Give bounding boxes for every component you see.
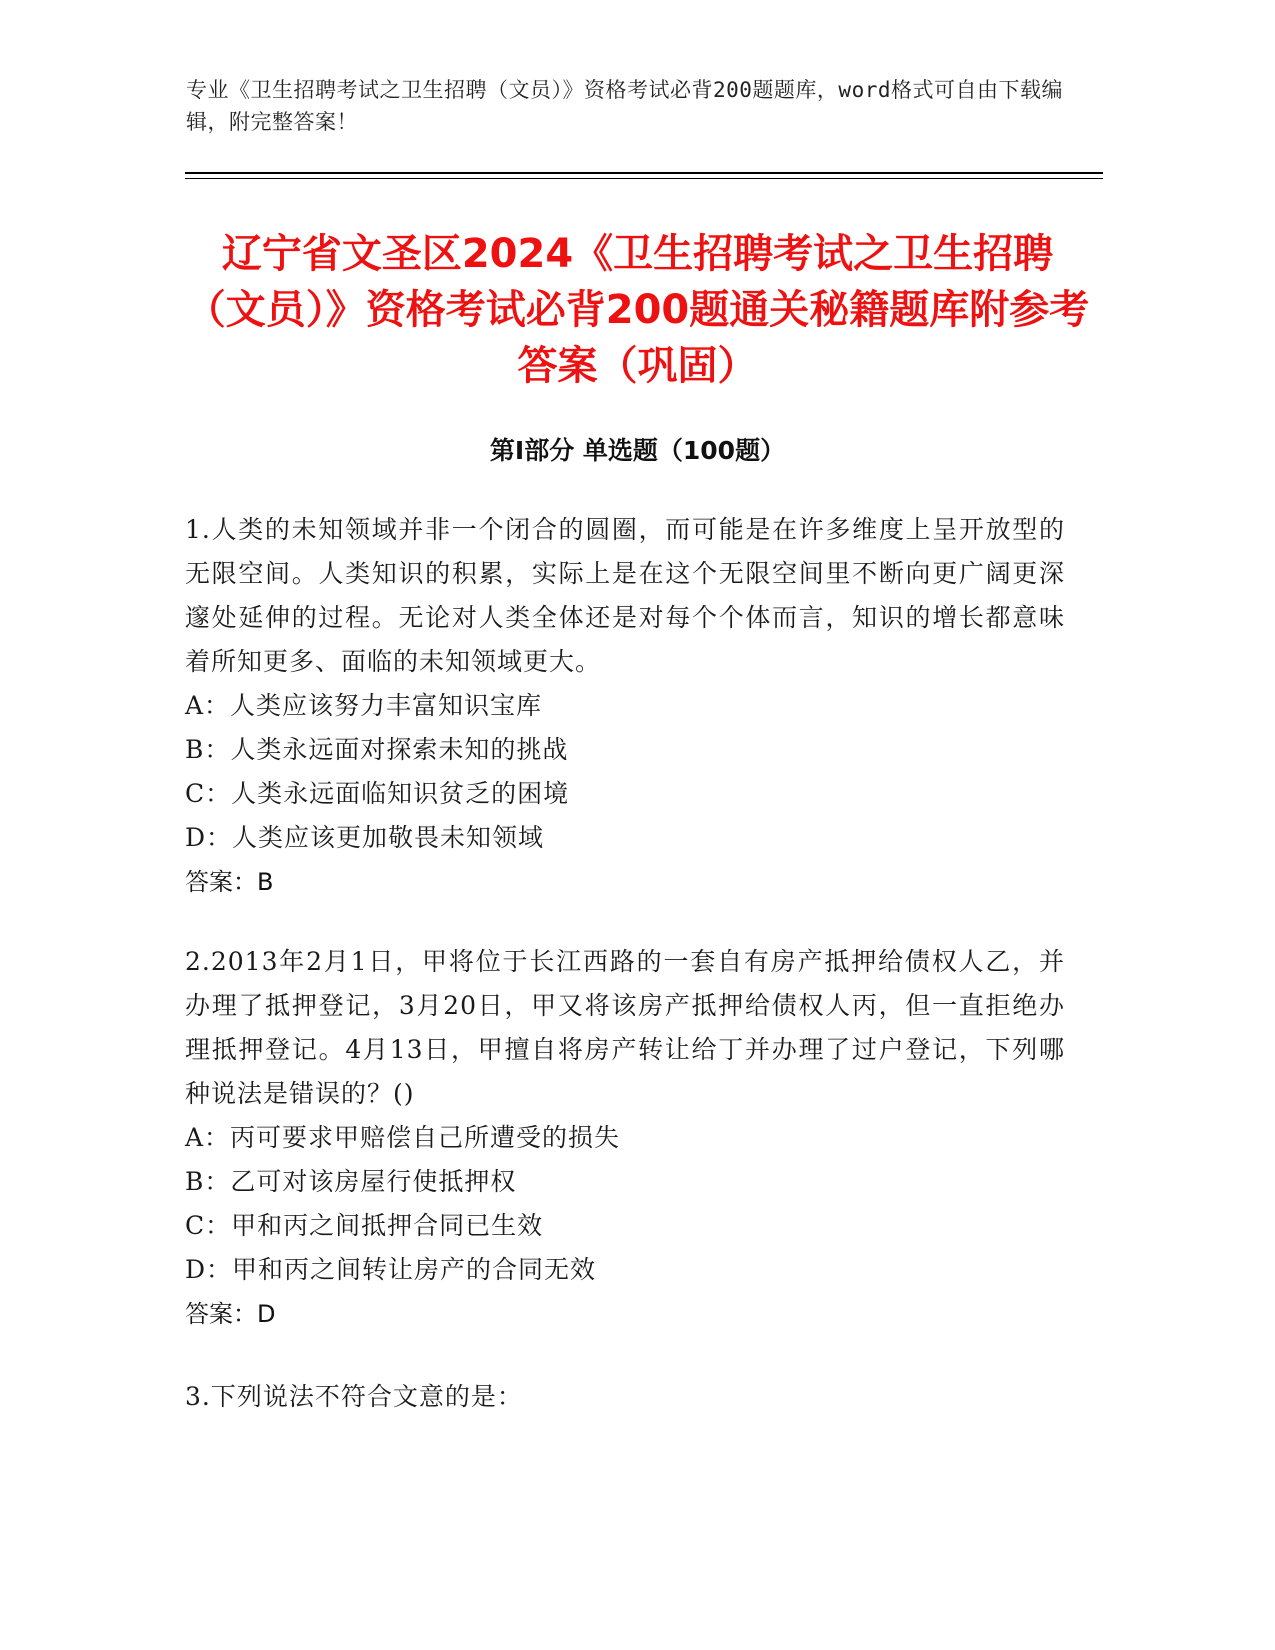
option-a: A：丙可要求甲赔偿自己所遭受的损失 [185,1123,621,1152]
question-stem: 2.2013年2月1日，甲将位于长江西路的一套自有房产抵押给债权人乙，并办理了抵押登记，3月20日，甲又将该房产抵押给债权人丙，但一直拒绝办理抵押登记。4月13日，甲擅自将房产转让给丁并办理了过户登记，下列哪种说法是错误的？() [185,947,1065,1108]
option-d: D：人类应该更加敬畏未知领域 [185,823,545,852]
question-3 [185,1375,1065,1419]
document-title: 辽宁省文圣区2024《卫生招聘考试之卫生招聘（文员）》资格考试必背200题通关秘籍题库附参考答案（巩固） [185,231,1090,389]
answer-line: 答案：B [185,868,274,896]
question-stem: 1.人类的未知领域并非一个闭合的圆圈，而可能是在许多维度上呈开放型的无限空间。人类知识的积累，实际上是在这个无限空间里不断向更广阔更深邃处延伸的过程。无论对人类全体还是对每个个体而言，知识的增长都意味着所知更多、面临的未知领域更大。 [185,515,1065,676]
question-2 [185,940,1065,1336]
option-b: B：人类永远面对探索未知的挑战 [185,735,569,764]
option-b: B：乙可对该房屋行使抵押权 [185,1167,517,1196]
section-heading: 第Ⅰ部分 单选题（100题） [489,436,786,465]
question-1 [185,508,1065,904]
answer-line: 答案：D [185,1300,276,1328]
question-stem: 3.下列说法不符合文意的是： [185,1382,523,1411]
option-a: A：人类应该努力丰富知识宝库 [185,691,543,720]
option-d: D：甲和丙之间转让房产的合同无效 [185,1255,597,1284]
option-c: C：人类永远面临知识贫乏的困境 [185,779,570,808]
header-divider-thick [185,172,1103,174]
option-c: C：甲和丙之间抵押合同已生效 [185,1211,544,1240]
header-divider-thin [185,178,1103,179]
header-note: 专业《卫生招聘考试之卫生招聘（文员）》资格考试必背200题题库，word格式可自由下载编辑，附完整答案！ [186,78,1063,134]
